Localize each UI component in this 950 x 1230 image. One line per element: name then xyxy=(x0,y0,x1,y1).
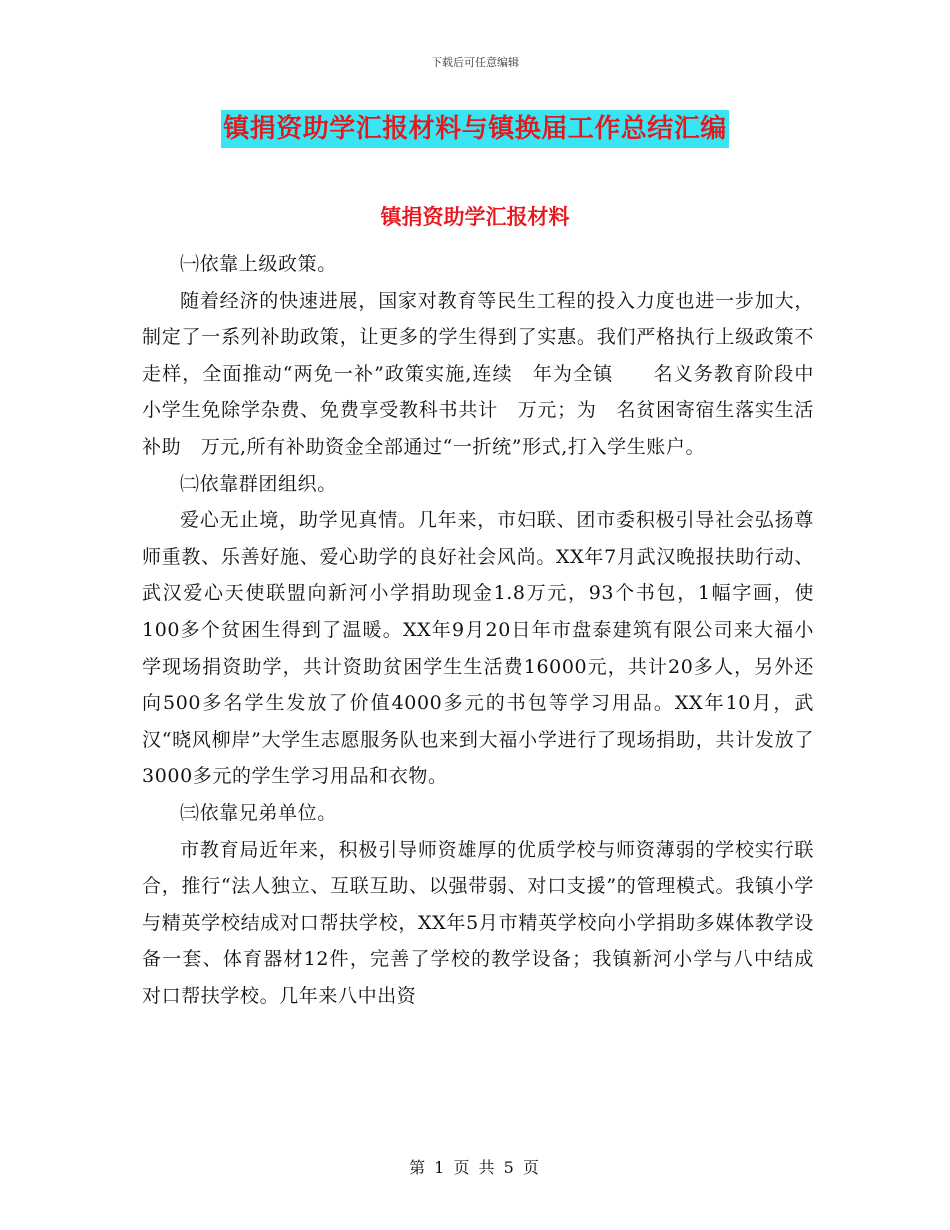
paragraph-3: 市教育局近年来，积极引导师资雄厚的优质学校与师资薄弱的学校实行联合，推行“法人独立、互联互助、以强带弱、对口支援”的管理模式。我镇小学与精英学校结成对口帮扶学校，XX年5月市精英学校向小学捐助多媒体教学设备一套、体育器材12件，完善了学校的教学设备；我镇新河小学与八中结成对口帮扶学校。几年来八中出资 xyxy=(142,838,814,1007)
page-footer: 第 1 页 共 5 页 xyxy=(409,1158,541,1177)
main-title: 镇捐资助学汇报材料与镇换届工作总结汇编 xyxy=(221,110,729,148)
paragraph-1: 随着经济的快速进展，国家对教育等民生工程的投入力度也进一步加大，制定了一系列补助政策，让更多的学生得到了实惠。我们严格执行上级政策不走样，全面推动“两免一补”政策实施,连续 年为全镇 名义务教育阶段中小学生免除学杂费、免费享受教科书共计 万元；为 名贫困寄宿生落实生活补助 万元,所有补助资金全部通过“一折统”形式,打入学生账户。 xyxy=(142,289,814,458)
main-title-container xyxy=(0,110,950,148)
document-body xyxy=(142,246,814,1014)
section-heading-1: ㈠依靠上级政策。 xyxy=(180,253,337,275)
header-note: 下载后可任意编辑 xyxy=(431,56,519,69)
section-heading-3: ㈢依靠兄弟单位。 xyxy=(180,801,337,824)
section-heading-2: ㈡依靠群团组织。 xyxy=(180,472,337,495)
section-title: 镇捐资助学汇报材料 xyxy=(380,204,570,229)
paragraph-2: 爱心无止境，助学见真情。几年来，市妇联、团市委积极引导社会弘扬尊师重教、乐善好施、爱心助学的良好社会风尚。XX年7月武汉晚报扶助行动、武汉爱心天使联盟向新河小学捐助现金1.8万元，93个书包，1幅字画，使100多个贫困生得到了温暖。XX年9月20日年市盘泰建筑有限公司来大福小学现场捐资助学，共计资助贫困学生生活费16000元，共计20多人，另外还向500多名学生发放了价值4000多元的书包等学习用品。XX年10月，武汉“晓风柳岸”大学生志愿服务队也来到大福小学进行了现场捐助，共计发放了3000多元的学生学习用品和衣物。 xyxy=(142,509,814,788)
